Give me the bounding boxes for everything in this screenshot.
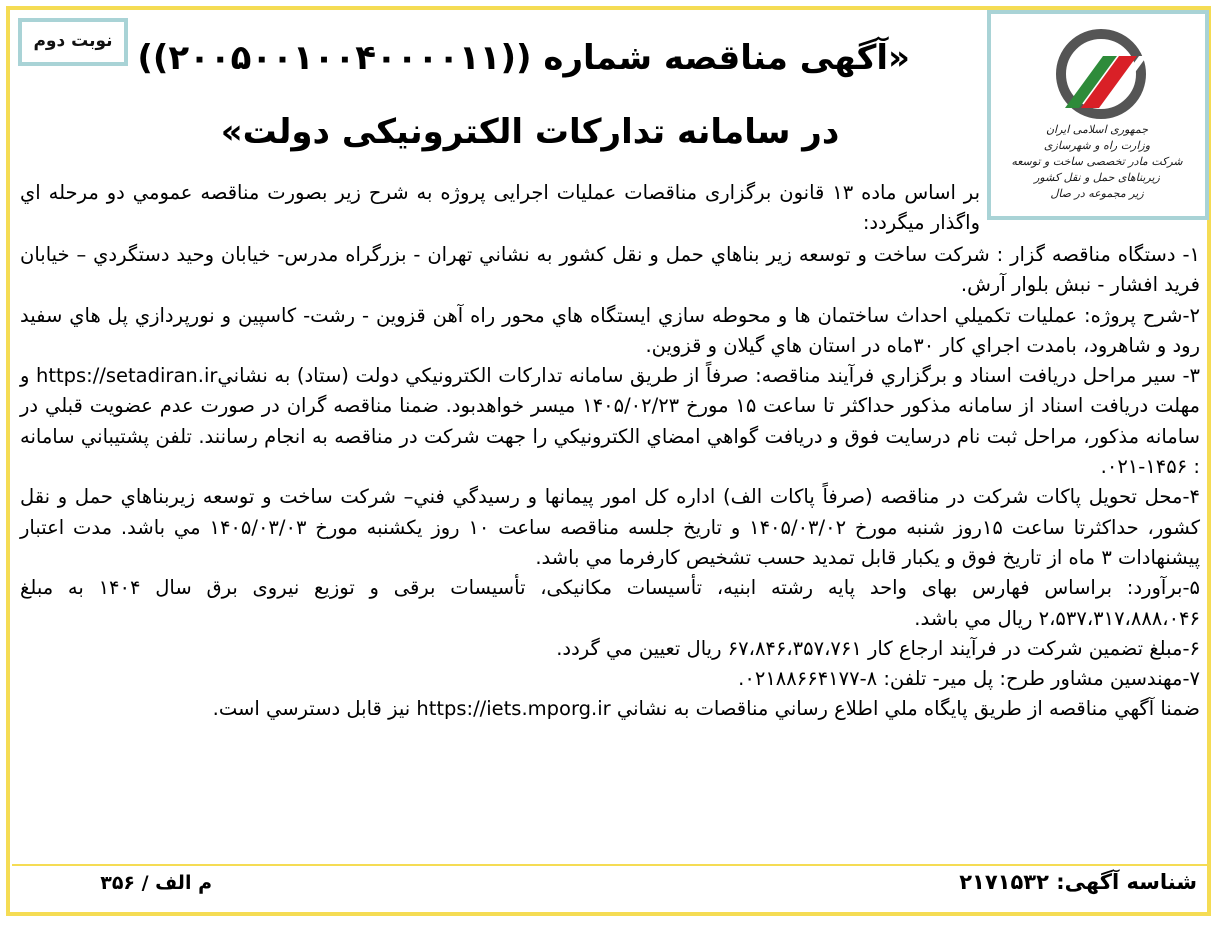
ad-title-line2: در سامانه تدارکات الکترونیکی دولت» bbox=[220, 112, 840, 152]
ad-item-7: ۷-مهندسین مشاور طرح: پل میر- تلفن: ۸-۰۲۱۸۸۶۶۴۱۷۷. bbox=[738, 667, 1200, 691]
logo-caption-line: شرکت مادر تخصصی ساخت و توسعه زیربناهای حمل و نقل کشور bbox=[1011, 155, 1183, 184]
ad-note: ضمنا آگهي مناقصه از طریق پایگاه ملي اطلاع رساني مناقصات به نشاني https://iets.mporg.ir نیز قابل دسترسي است. bbox=[212, 697, 1200, 721]
round-label: نوبت دوم bbox=[33, 31, 113, 51]
ad-item-2: ۲-شرح پروژه: عملیات تکمیلي احداث ساختمان ها و محوطه سازي ایستگاه هاي محور راه آهن قزوین - رشت- کاسپین و نورپردازي پل هاي سفید رود و شاهرود، بامدت اجراي کار ۳۰ماه در استان هاي گیلان و قزوین. bbox=[20, 303, 1200, 357]
logo-caption bbox=[999, 122, 1195, 202]
ad-title-line1: «آگهی مناقصه شماره ((۲۰۰۵۰۰۱۰۰۴۰۰۰۰۱۱)) bbox=[137, 38, 910, 78]
ad-id-label: شناسه آگهی: bbox=[1056, 870, 1197, 894]
intro-text: بر اساس ماده ۱۳ قانون برگزاری مناقصات عملیات اجرایی پروژه به شرح زیر بصورت مناقصه عمومي دو مرحله اي واگذار میگردد: bbox=[20, 181, 980, 235]
ad-item-4: ۴-محل تحویل پاکات شرکت در مناقصه (صرفاً پاکات الف) اداره کل امور پیمانها و رسیدگي فني– شرکت ساخت و توسعه زیربناهاي حمل و نقل کشور، حداکثرتا ساعت ۱۵روز شنبه مورخ ۱۴۰۵/۰۳/۰۲ و تاریخ جلسه مناقصه ساعت ۱۰ روز یکشنبه مورخ ۱۴۰۵/۰۳/۰۳ مي باشد. مدت اعتبار پیشنهادات ۳ ماه از تاریخ فوق و یکبار قابل تمدید حسب تشخیص کارفرما مي باشد. bbox=[20, 485, 1200, 569]
ad-body bbox=[20, 240, 1200, 725]
ad-item-6: ۶-مبلغ تضمین شرکت در فرآیند ارجاع کار ۶۷،۸۴۶،۳۵۷،۷۶۱ ریال تعیین مي گردد. bbox=[556, 636, 1200, 660]
logo-caption-line: جمهوری اسلامی ایران bbox=[1045, 123, 1149, 136]
round-badge bbox=[18, 18, 128, 66]
intro-paragraph bbox=[20, 178, 980, 239]
logo-caption-line: وزارت راه و شهرسازی bbox=[1043, 139, 1151, 152]
footer-bar bbox=[12, 864, 1207, 902]
ad-code: م الف / ۳۵۶ bbox=[100, 872, 212, 894]
ad-item-5: ۵-برآورد: براساس فهارس بهای واحد پایه رشته ابنیه، تأسیسات مکانیکی، تأسیسات برقی و توزیع نیروی برق سال ۱۴۰۴ به مبلغ ۲،۵۳۷،۳۱۷،۸۸۸،۰۴۶ ریال مي باشد. bbox=[20, 576, 1201, 630]
logo-box bbox=[987, 10, 1209, 220]
ad-item-1: ۱- دستگاه مناقصه گزار : شرکت ساخت و توسعه زیر بناهاي حمل و نقل کشور به نشاني تهران - بزرگراه مدرس- خیابان وحید دستگردي – خیابان فرید افشار - نبش بلوار آرش. bbox=[20, 243, 1200, 297]
logo-caption-line: زیر مجموعه در صال bbox=[1050, 187, 1144, 200]
ad-item-3: ۳- سیر مراحل دریافت اسناد و برگزاري فرآیند مناقصه: صرفاً از طریق سامانه تدارکات الکترونیکي دولت (ستاد) به نشانيhttps://setadiran.ir و مهلت دریافت اسناد از سامانه مذکور حداکثر تا ساعت ۱۵ مورخ ۱۴۰۵/۰۲/۲۳ میسر خواهدبود. ضمنا مناقصه گران در صورت عدم عضویت قبلي در سامانه مذکور، مراحل ثبت نام درسایت فوق و دریافت گواهي امضاي الکترونیکي را جهت شرکت در مناقصه به انجام رسانند. تلفن پشتیباني سامانه : ۱۴۵۶-۰۲۱. bbox=[20, 364, 1201, 479]
ad-id-value: ۲۱۷۱۵۳۲ bbox=[959, 870, 1049, 894]
ministry-logo-icon bbox=[1051, 26, 1151, 121]
ad-id bbox=[959, 870, 1197, 894]
